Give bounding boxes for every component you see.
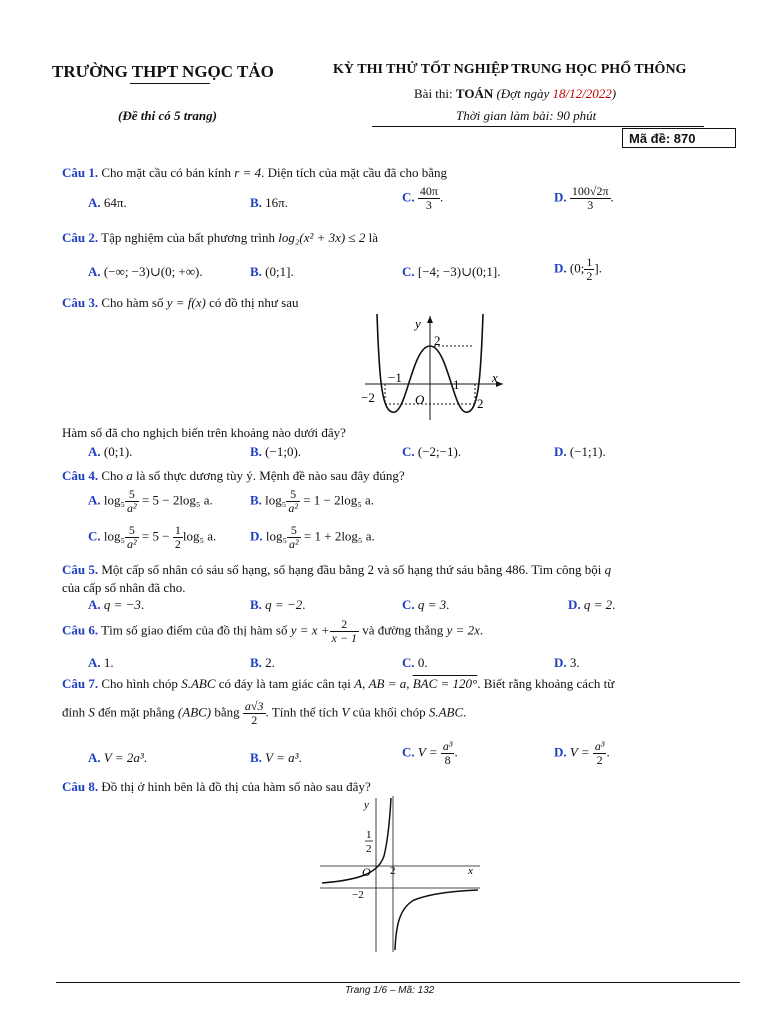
q5-option-b[interactable]: B. q = −2. bbox=[250, 597, 306, 612]
graph2-label-m2: −2 bbox=[352, 889, 364, 901]
graph2-origin: O bbox=[362, 865, 371, 879]
q1-option-a[interactable]: A. 64π. bbox=[88, 195, 127, 210]
q6-option-a[interactable]: A. 1. bbox=[88, 655, 114, 670]
time-limit: Thời gian làm bài: 90 phút bbox=[456, 108, 597, 123]
q4-option-c[interactable]: C. log₅ $\frac{5}{\text{a²}}$ = 5 − $\frac{1}{2}$ log₅ a. bbox=[88, 523, 217, 551]
q3-option-a[interactable]: A. (0;1). bbox=[88, 444, 133, 459]
q1-option-b[interactable]: B. 16π. bbox=[250, 195, 288, 210]
graph2-half-den: 2 bbox=[366, 843, 372, 855]
school-underline bbox=[130, 83, 210, 84]
q7-option-b[interactable]: B. V = a³. bbox=[250, 750, 302, 765]
graph2-left-branch bbox=[322, 798, 391, 883]
q7-option-a[interactable]: A. V = 2a³. bbox=[88, 750, 148, 765]
graph1-x-label: x bbox=[492, 370, 498, 385]
q3-option-b[interactable]: B. (−1;0). bbox=[250, 444, 302, 459]
q3-question: Hàm số đã cho nghịch biến trên khoảng nào dưới đây? bbox=[62, 425, 346, 440]
q2-option-a[interactable]: A. (−∞; −3)∪(0; +∞). bbox=[88, 264, 203, 279]
q5-option-a[interactable]: A. q = −3. bbox=[88, 597, 145, 612]
footer-divider bbox=[56, 982, 740, 983]
graph1-label-1: 1 bbox=[453, 377, 460, 392]
q2-option-c[interactable]: C. [−4; −3)∪(0;1]. bbox=[402, 264, 501, 279]
graph2-label-2: 2 bbox=[390, 865, 396, 877]
q4-option-b[interactable]: B. log₅ $\frac{5}{\text{a²}}$ = 1 − 2log₅ a. bbox=[250, 487, 375, 515]
subject-line: Bài thi: TOÁN (Đợt ngày 18/12/2022) bbox=[414, 86, 617, 101]
question-7: Câu 7. Cho hình chóp S.ABC có đáy là tam giác cân tại A, AB = a, BAC = 120°. Biết rằng khoảng cách từ bbox=[62, 676, 615, 691]
graph1-y-arrow bbox=[427, 316, 433, 323]
question-2: Câu 2. Tập nghiệm của bất phương trình log₂(x² + 3x) ≤ 2 là bbox=[62, 230, 379, 245]
header-divider bbox=[372, 126, 704, 127]
question-8: Câu 8. Đồ thị ở hình bên là đồ thị của hàm số nào sau đây? bbox=[62, 779, 371, 794]
graph2-right-branch bbox=[395, 890, 478, 950]
graph2-y-label: y bbox=[364, 799, 369, 811]
exam-code: Mã đề: 870 bbox=[622, 128, 736, 148]
question-3: Câu 3. Cho hàm số y = f(x) có đồ thị như sau bbox=[62, 295, 299, 310]
question-6: Câu 6. Tìm số giao điểm của đồ thị hàm số y = x + $\frac{2}{x - 1}$ và đường thẳng y = 2x. bbox=[62, 617, 484, 645]
exam-title: KỲ THI THỬ TỐT NGHIỆP TRUNG HỌC PHỔ THÔNG bbox=[333, 62, 687, 77]
graph2-x-label: x bbox=[468, 865, 473, 877]
graph2-half-num: 1 bbox=[366, 829, 372, 841]
question-1: Câu 1. Cho mặt cầu có bán kính r = 4. Diện tích của mặt cầu đã cho bằng bbox=[62, 165, 447, 180]
graph1-label-m2: −2 bbox=[361, 390, 375, 405]
question-5: Câu 5. Một cấp số nhân có sáu số hạng, số hạng đầu bằng 2 và số hạng thứ sáu bằng 486. Tìm công bội q bbox=[62, 562, 612, 577]
q4-option-a[interactable]: A. log₅ $\frac{5}{\text{a²}}$ = 5 − 2log₅ a. bbox=[88, 487, 213, 515]
q6-option-c[interactable]: C. 0. bbox=[402, 655, 428, 670]
page-footer: Trang 1/6 – Mã: 132 bbox=[345, 985, 435, 996]
q6-option-d[interactable]: D. 3. bbox=[554, 655, 580, 670]
q2-option-d[interactable]: D. (0; $\frac{1}{2}$ ]. bbox=[554, 255, 602, 283]
graph1-label-2: 2 bbox=[434, 333, 441, 348]
question-4: Câu 4. Cho a là số thực dương tùy ý. Mệnh đề nào sau đây đúng? bbox=[62, 468, 405, 483]
school-name: TRƯỜNG THPT NGỌC TẢO bbox=[52, 62, 274, 81]
graph1-label-m1: −1 bbox=[388, 370, 402, 385]
graph1-y-label: y bbox=[415, 316, 421, 331]
q3-option-d[interactable]: D. (−1;1). bbox=[554, 444, 606, 459]
q5-option-c[interactable]: C. q = 3. bbox=[402, 597, 450, 612]
q1-option-c[interactable]: C. $\frac{40\pi}{3}$ . bbox=[402, 184, 444, 212]
graph1-label-p2: 2 bbox=[477, 396, 484, 411]
q7-option-d[interactable]: D. V = $\frac{\text{a³}}{2}$ . bbox=[554, 739, 610, 767]
q3-option-c[interactable]: C. (−2;−1). bbox=[402, 444, 462, 459]
q4-option-d[interactable]: D. log₅ $\frac{5}{\text{a²}}$ = 1 + 2log₅ a. bbox=[250, 523, 375, 551]
question-7-line-2: đỉnh S đến mặt phẳng (ABC) bằng $\frac{a√3}{2}$ . Tính thể tích V của khối chóp S.ABC. bbox=[62, 699, 467, 727]
q6-option-b[interactable]: B. 2. bbox=[250, 655, 275, 670]
hyperbola-graph bbox=[318, 794, 483, 954]
q5-option-d[interactable]: D. q = 2. bbox=[568, 597, 616, 612]
pages-note: (Đề thi có 5 trang) bbox=[118, 108, 217, 123]
graph1-origin: O bbox=[415, 392, 425, 407]
q5-continuation: của cấp số nhân đã cho. bbox=[62, 580, 186, 595]
q2-option-b[interactable]: B. (0;1]. bbox=[250, 264, 294, 279]
q7-option-c[interactable]: C. V = $\frac{\text{a³}}{8}$ . bbox=[402, 739, 458, 767]
q1-option-d[interactable]: D. $\frac{100√2\pi}{3}$ . bbox=[554, 184, 614, 212]
quartic-graph bbox=[355, 312, 505, 422]
